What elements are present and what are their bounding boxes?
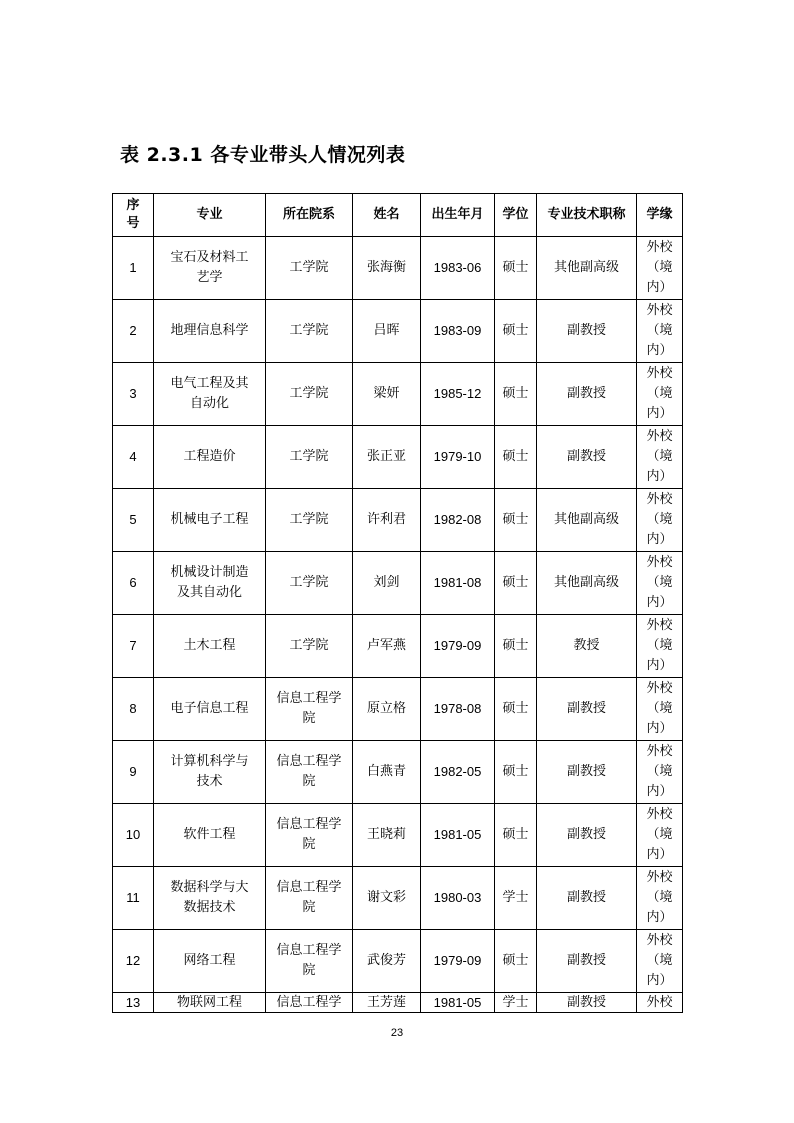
cell-major: 机械电子工程: [154, 489, 266, 552]
cell-birth: 1983-06: [421, 237, 495, 300]
table-title: 表 2.3.1 各专业带头人情况列表: [120, 144, 406, 166]
cell-origin: 外校（境内）: [637, 363, 683, 426]
cell-origin: 外校（境内）: [637, 678, 683, 741]
cell-origin: 外校（境内）: [637, 741, 683, 804]
cell-no: 4: [113, 426, 154, 489]
cell-title: 副教授: [537, 867, 637, 930]
cell-birth: 1979-09: [421, 615, 495, 678]
cell-degree: 硕士: [495, 741, 537, 804]
cell-title: 副教授: [537, 363, 637, 426]
cell-no: 3: [113, 363, 154, 426]
cell-title: 副教授: [537, 993, 637, 1013]
header-origin: 学缘: [637, 194, 683, 237]
table-row: [113, 426, 683, 489]
cell-dept: 工学院: [266, 363, 353, 426]
cell-dept: 信息工程学: [266, 993, 353, 1013]
cell-major: 物联网工程: [154, 993, 266, 1013]
cell-name: 许利君: [353, 489, 421, 552]
cell-degree: 硕士: [495, 300, 537, 363]
cell-name: 王芳莲: [353, 993, 421, 1013]
cell-title: 其他副高级: [537, 552, 637, 615]
cell-dept: 信息工程学院: [266, 867, 353, 930]
cell-origin: 外校（境内）: [637, 426, 683, 489]
cell-degree: 硕士: [495, 552, 537, 615]
cell-major: 软件工程: [154, 804, 266, 867]
table-row: [113, 615, 683, 678]
cell-origin: 外校（境内）: [637, 615, 683, 678]
cell-no: 13: [113, 993, 154, 1013]
cell-no: 12: [113, 930, 154, 993]
cell-title: 副教授: [537, 930, 637, 993]
cell-degree: 学士: [495, 993, 537, 1013]
cell-birth: 1978-08: [421, 678, 495, 741]
cell-major: 宝石及材料工艺学: [154, 237, 266, 300]
header-dept: 所在院系: [266, 194, 353, 237]
table-row: [113, 552, 683, 615]
header-no: 序号: [113, 194, 154, 237]
cell-major: 土木工程: [154, 615, 266, 678]
cell-birth: 1981-05: [421, 804, 495, 867]
cell-dept: 工学院: [266, 237, 353, 300]
cell-major: 工程造价: [154, 426, 266, 489]
cell-major: 计算机科学与技术: [154, 741, 266, 804]
cell-no: 9: [113, 741, 154, 804]
cell-name: 白燕青: [353, 741, 421, 804]
cell-title: 副教授: [537, 804, 637, 867]
table-row: [113, 867, 683, 930]
cell-major: 地理信息科学: [154, 300, 266, 363]
cell-birth: 1982-05: [421, 741, 495, 804]
cell-degree: 学士: [495, 867, 537, 930]
cell-no: 11: [113, 867, 154, 930]
cell-birth: 1983-09: [421, 300, 495, 363]
header-birth: 出生年月: [421, 194, 495, 237]
cell-origin: 外校（境内）: [637, 237, 683, 300]
cell-degree: 硕士: [495, 615, 537, 678]
cell-degree: 硕士: [495, 804, 537, 867]
cell-birth: 1980-03: [421, 867, 495, 930]
cell-degree: 硕士: [495, 678, 537, 741]
header-row: [113, 194, 683, 237]
cell-title: 副教授: [537, 300, 637, 363]
cell-degree: 硕士: [495, 930, 537, 993]
cell-origin: 外校: [637, 993, 683, 1013]
cell-dept: 信息工程学院: [266, 741, 353, 804]
page-number: 23: [390, 1027, 404, 1039]
cell-no: 8: [113, 678, 154, 741]
cell-origin: 外校（境内）: [637, 867, 683, 930]
cell-origin: 外校（境内）: [637, 930, 683, 993]
cell-degree: 硕士: [495, 489, 537, 552]
cell-birth: 1982-08: [421, 489, 495, 552]
cell-origin: 外校（境内）: [637, 804, 683, 867]
cell-title: 其他副高级: [537, 237, 637, 300]
cell-title: 副教授: [537, 678, 637, 741]
cell-title: 副教授: [537, 741, 637, 804]
cell-degree: 硕士: [495, 363, 537, 426]
cell-major: 数据科学与大数据技术: [154, 867, 266, 930]
cell-major: 电子信息工程: [154, 678, 266, 741]
cell-birth: 1981-08: [421, 552, 495, 615]
cell-degree: 硕士: [495, 426, 537, 489]
cell-name: 武俊芳: [353, 930, 421, 993]
cell-major: 机械设计制造及其自动化: [154, 552, 266, 615]
cell-major: 网络工程: [154, 930, 266, 993]
cell-dept: 信息工程学院: [266, 804, 353, 867]
cell-no: 2: [113, 300, 154, 363]
table-row: [113, 804, 683, 867]
cell-major: 电气工程及其自动化: [154, 363, 266, 426]
cell-birth: 1981-05: [421, 993, 495, 1013]
header-title: 专业技术职称: [537, 194, 637, 237]
table-row: [113, 237, 683, 300]
table-row: [113, 300, 683, 363]
table-row: [113, 678, 683, 741]
table-row: [113, 363, 683, 426]
cell-birth: 1979-10: [421, 426, 495, 489]
cell-dept: 工学院: [266, 426, 353, 489]
cell-title: 教授: [537, 615, 637, 678]
header-degree: 学位: [495, 194, 537, 237]
table-row: [113, 489, 683, 552]
table-row: [113, 993, 683, 1013]
major-leaders-table: [112, 193, 683, 1013]
cell-name: 梁妍: [353, 363, 421, 426]
cell-no: 5: [113, 489, 154, 552]
cell-origin: 外校（境内）: [637, 552, 683, 615]
cell-name: 王晓莉: [353, 804, 421, 867]
cell-name: 谢文彩: [353, 867, 421, 930]
cell-name: 张正亚: [353, 426, 421, 489]
cell-dept: 工学院: [266, 615, 353, 678]
cell-name: 卢军燕: [353, 615, 421, 678]
table-row: [113, 930, 683, 993]
cell-name: 吕晖: [353, 300, 421, 363]
cell-name: 张海衡: [353, 237, 421, 300]
header-name: 姓名: [353, 194, 421, 237]
cell-degree: 硕士: [495, 237, 537, 300]
cell-title: 其他副高级: [537, 489, 637, 552]
table-row: [113, 741, 683, 804]
cell-no: 10: [113, 804, 154, 867]
cell-dept: 信息工程学院: [266, 930, 353, 993]
cell-birth: 1985-12: [421, 363, 495, 426]
cell-name: 刘剑: [353, 552, 421, 615]
header-major: 专业: [154, 194, 266, 237]
cell-name: 原立格: [353, 678, 421, 741]
cell-birth: 1979-09: [421, 930, 495, 993]
cell-dept: 信息工程学院: [266, 678, 353, 741]
cell-origin: 外校（境内）: [637, 300, 683, 363]
cell-no: 1: [113, 237, 154, 300]
cell-title: 副教授: [537, 426, 637, 489]
cell-no: 7: [113, 615, 154, 678]
cell-dept: 工学院: [266, 300, 353, 363]
cell-dept: 工学院: [266, 552, 353, 615]
cell-no: 6: [113, 552, 154, 615]
cell-dept: 工学院: [266, 489, 353, 552]
cell-origin: 外校（境内）: [637, 489, 683, 552]
